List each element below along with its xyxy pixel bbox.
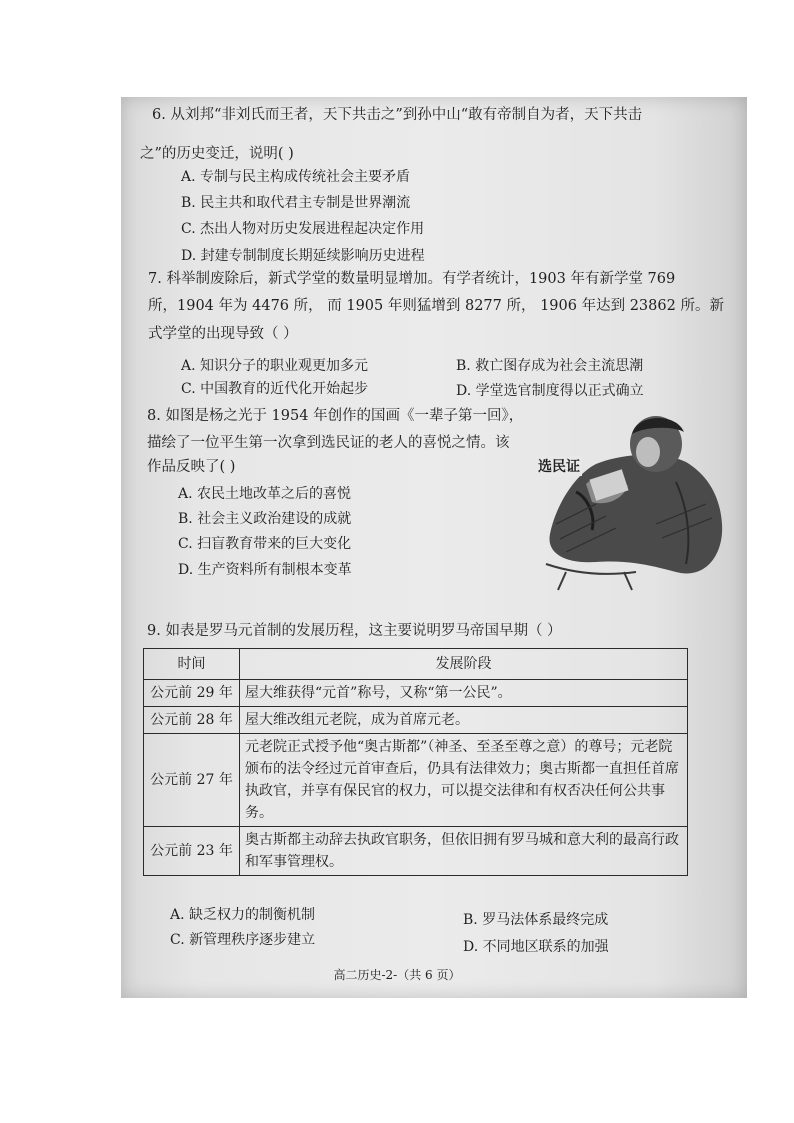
painting-illustration bbox=[536, 404, 728, 592]
q6-stem-line2: 之”的历史变迁，说明( ) bbox=[140, 146, 294, 162]
q7-option-b[interactable]: B. 救亡图存成为社会主流思潮 bbox=[456, 358, 644, 374]
table-cell-stage: 元老院正式授予他“奥古斯都”（神圣、至圣至尊之意）的尊号；元老院颁布的法令经过元首审查后，仍具有法律效力；奥古斯都一直担任首席执政官，并享有保民官的权力，可以提交法律和有权否决任何公共事务。 bbox=[240, 734, 688, 827]
q9-option-a[interactable]: A. 缺乏权力的制衡机制 bbox=[170, 907, 316, 923]
q7-option-c[interactable]: C. 中国教育的近代化开始起步 bbox=[181, 381, 369, 397]
table-cell-time: 公元前 27 年 bbox=[144, 734, 240, 827]
q9-stem: 9. 如表是罗马元首制的发展历程，这主要说明罗马帝国早期（ ） bbox=[147, 623, 562, 639]
table-cell-time: 公元前 28 年 bbox=[144, 707, 240, 734]
table-cell-stage: 屋大维获得“元首”称号，又称“第一公民”。 bbox=[240, 680, 688, 707]
table-cell-time: 公元前 29 年 bbox=[144, 680, 240, 707]
table-header-stage: 发展阶段 bbox=[240, 649, 688, 680]
q7-stem-line2: 所，1904 年为 4476 所， 而 1905 年则猛增到 8277 所， 1906 年达到 23862 所。新 bbox=[148, 298, 724, 314]
table-header-row bbox=[144, 649, 688, 680]
q6-option-c[interactable]: C. 杰出人物对历史发展进程起决定作用 bbox=[181, 221, 425, 237]
q7-stem-line1: 7. 科举制废除后，新式学堂的数量明显增加。有学者统计，1903 年有新学堂 769 bbox=[148, 271, 676, 287]
table-row bbox=[144, 707, 688, 734]
q6-option-d[interactable]: D. 封建专制制度长期延续影响历史进程 bbox=[181, 248, 425, 264]
table-header-time: 时间 bbox=[144, 649, 240, 680]
roman-principate-table bbox=[143, 648, 688, 876]
page-footer: 高二历史-2-（共 6 页） bbox=[333, 968, 461, 982]
table-row bbox=[144, 680, 688, 707]
q8-stem-line2: 描绘了一位平生第一次拿到选民证的老人的喜悦之情。该 bbox=[147, 435, 510, 451]
table-cell-stage: 奥古斯都主动辞去执政官职务，但依旧拥有罗马城和意大利的最高行政和军事管理权。 bbox=[240, 827, 688, 876]
table-row bbox=[144, 827, 688, 876]
q8-option-a[interactable]: A. 农民土地改革之后的喜悦 bbox=[178, 486, 352, 502]
table-cell-time: 公元前 23 年 bbox=[144, 827, 240, 876]
table-row bbox=[144, 734, 688, 827]
q6-option-a[interactable]: A. 专制与民主构成传统社会主要矛盾 bbox=[181, 169, 411, 185]
q6-stem-line1: 6. 从刘邦“非刘氏而王者，天下共击之”到孙中山“敢有帝制自为者，天下共击 bbox=[152, 107, 643, 123]
q9-option-c[interactable]: C. 新管理秩序逐步建立 bbox=[170, 932, 316, 948]
q8-stem-line3: 作品反映了( ) bbox=[147, 459, 236, 475]
q8-option-c[interactable]: C. 扫盲教育带来的巨大变化 bbox=[178, 536, 352, 552]
q8-option-b[interactable]: B. 社会主义政治建设的成就 bbox=[178, 511, 352, 527]
q6-option-b[interactable]: B. 民主共和取代君主专制是世界潮流 bbox=[181, 195, 411, 211]
q9-option-b[interactable]: B. 罗马法体系最终完成 bbox=[463, 912, 609, 928]
voter-card-label: 选民证 bbox=[536, 456, 582, 476]
q9-option-d[interactable]: D. 不同地区联系的加强 bbox=[463, 939, 609, 955]
q7-stem-line3: 式学堂的出现导致（ ） bbox=[148, 326, 298, 342]
q8-stem-line1: 8. 如图是杨之光于 1954 年创作的国画《一辈子第一回》， bbox=[147, 408, 524, 424]
q7-option-a[interactable]: A. 知识分子的职业观更加多元 bbox=[181, 358, 369, 374]
table-cell-stage: 屋大维改组元老院，成为首席元老。 bbox=[240, 707, 688, 734]
q7-option-d[interactable]: D. 学堂选官制度得以正式确立 bbox=[456, 383, 644, 399]
q8-option-d[interactable]: D. 生产资料所有制根本变革 bbox=[178, 562, 352, 578]
